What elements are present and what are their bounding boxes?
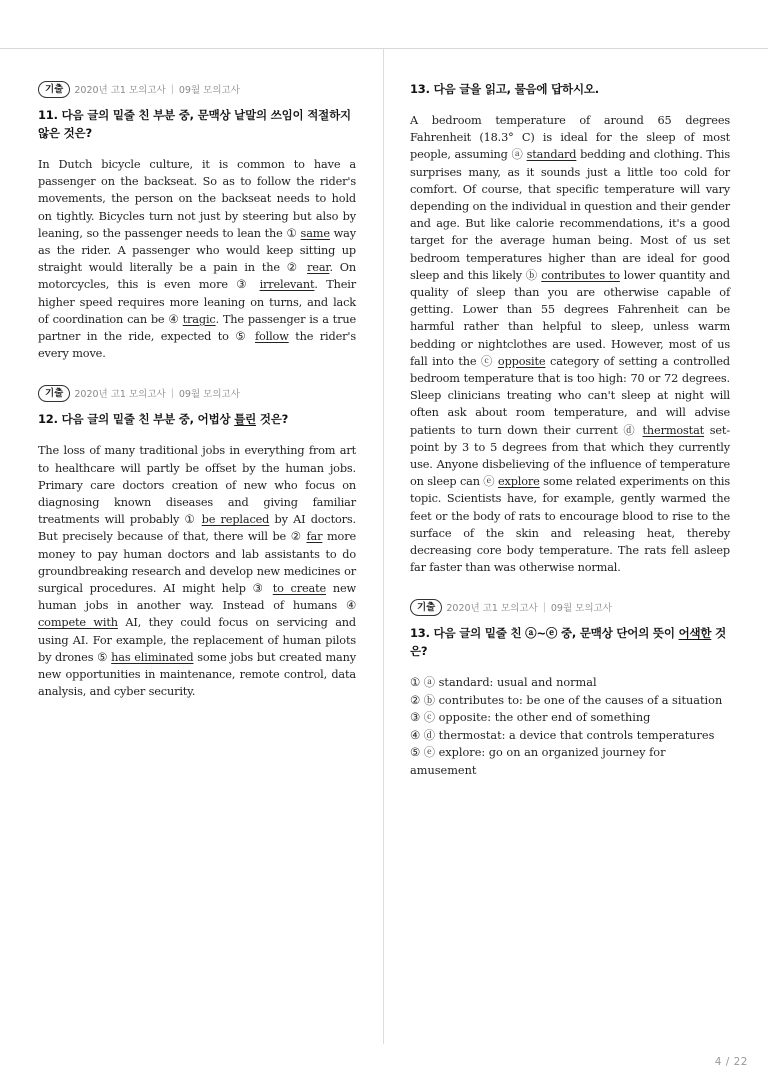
exam-year: 2020년 고1 모의고사 <box>74 85 166 96</box>
passage: In Dutch bicycle culture, it is common to have a passenger on the backseat. So as to follow the rider's movements, the person on the backseat needs to hold on tightly. Bicycles turn not just by steering but also by leaning, so the passenger needs to lean the ① same way as the rider. A passenger who would keep sitting up straight would literally be a pain in the ② rear. On motorcycles, this is even more ③ irrelevant. Their higher speed requires more leaning on turns, and lack of coordination can be ④ tragic. The passenger is a true partner in the ride, expected to ⑤ follow the rider's every move. <box>38 158 356 361</box>
question-11 <box>38 80 356 362</box>
exam-year: 2020년 고1 모의고사 <box>74 389 166 401</box>
question-12 <box>38 384 356 700</box>
source-tag <box>38 384 356 402</box>
underlined-phrase: compete with <box>38 616 118 630</box>
underlined-word: follow <box>254 330 289 344</box>
exam-month: 09월 모의고사 <box>178 85 240 96</box>
question-title: 11. 다음 글의 밑줄 친 부분 중, 문맥상 낱말의 쓰임이 적절하지 않은 것은? <box>38 108 351 140</box>
source-tag <box>38 80 356 98</box>
underlined-phrase: has eliminated <box>111 650 194 664</box>
underlined-word: tragic <box>182 312 216 326</box>
underlined-phrase: to create <box>272 582 327 596</box>
underlined-phrase: be replaced <box>201 513 270 527</box>
exam-month: 09월 모의고사 <box>550 603 612 615</box>
passage: The loss of many traditional jobs in everything from art to healthcare will partly be offset by the human jobs. Primary care doctors creation of new who focus on diagnosing known diseases and giving familiar treatments will probably ① be replaced by AI doctors. But precisely because of that, there will be ② far more money to pay human doctors and lab assistants to do groundbreaking research and develop new medicines or surgical procedures. AI might help ③ to create new human jobs in another way. Instead of humans ④ compete with AI, they could focus on servicing and using AI. For example, the replacement of human pilots by drones ⑤ has eliminated some jobs but created many new opportunities in maintenance, remote control, data analysis, and cyber security. <box>38 444 357 699</box>
past-exam-badge: 기출 <box>38 385 70 402</box>
page-number: 4 / 22 <box>714 1056 748 1068</box>
question-title: 13. 다음 글을 읽고, 물음에 답하시오. <box>410 82 599 96</box>
column-divider <box>383 49 384 1044</box>
tag-separator: | <box>542 601 546 613</box>
underlined-word: rear <box>307 261 330 275</box>
answer-option[interactable]: ③ ⓒ opposite: the other end of something <box>410 711 651 725</box>
past-exam-badge: 기출 <box>38 81 70 98</box>
answer-option[interactable]: ④ ⓓ thermostat: a device that controls temperatures <box>410 728 715 742</box>
answer-option[interactable]: ⑤ ⓔ explore: go on an organized journey for amusement <box>410 746 666 777</box>
question-title: 13. 다음 글의 밑줄 친 ⓐ~ⓔ 중, 문맥상 단어의 뜻이 어색한 것은? <box>410 626 727 659</box>
past-exam-badge: 기출 <box>410 599 442 616</box>
exam-month: 09월 모의고사 <box>178 389 240 401</box>
exam-year: 2020년 고1 모의고사 <box>446 603 538 615</box>
underlined-word: explore <box>497 475 540 489</box>
answer-option[interactable]: ① ⓐ standard: usual and normal <box>410 676 597 690</box>
question-13 <box>410 598 730 778</box>
underlined-word: standard <box>526 148 577 162</box>
underlined-phrase: far <box>306 530 323 544</box>
tag-separator: | <box>170 387 174 399</box>
answer-options <box>410 674 730 778</box>
underlined-word: opposite <box>497 354 546 368</box>
passage: A bedroom temperature of around 65 degrees Fahrenheit (18.3° C) is ideal for the sleep of most people, assuming ⓐ standard bedding and clothing. This surprises many, as it sounds just a little too cold for comfort. Of course, that specific temperature will vary depending on the individual in question and their gender and age. But like calorie recommendations, it's a good target for the average human being. Most of us set bedroom temperatures higher than are ideal for good sleep and this likely ⓑ contributes to lower quantity and quality of sleep than you are otherwise capable of getting. Lower than 55 degrees Fahrenheit can be harmful rather than helpful to sleep, unless warm bedding or nightclothes are used. However, most of us fall into the ⓒ opposite category of setting a controlled bedroom temperature that is too high: 70 or 72 degrees. Sleep clinicians treating who can't sleep at night will often ask about room temperature, and will advise patients to turn down their current ⓓ thermostat set-point by 3 to 5 degrees from that which they currently use. Anyone disbelieving of the influence of temperature on sleep can ⓔ explore some related experiments on this topic. Scientists have, for example, gently warmed the feet or the body of rats to encourage blood to rise to the surface of the skin and releasing heat, thereby decreasing core body temperature. The rats fell asleep far faster than was otherwise normal. <box>410 114 731 575</box>
right-column <box>410 80 730 801</box>
source-tag <box>410 598 730 616</box>
underlined-word: same <box>300 226 330 240</box>
answer-option[interactable]: ② ⓑ contributes to: be one of the causes of a situation <box>410 693 723 707</box>
header-divider <box>0 48 768 49</box>
underlined-word: contributes to <box>541 268 620 282</box>
question-title: 12. 다음 글의 밑줄 친 부분 중, 어법상 틀린 것은? <box>38 412 289 427</box>
underlined-word: irrelevant <box>259 278 315 292</box>
underlined-word: thermostat <box>642 423 705 437</box>
tag-separator: | <box>170 83 174 95</box>
question-13-passage <box>410 80 730 576</box>
left-column <box>38 80 356 722</box>
